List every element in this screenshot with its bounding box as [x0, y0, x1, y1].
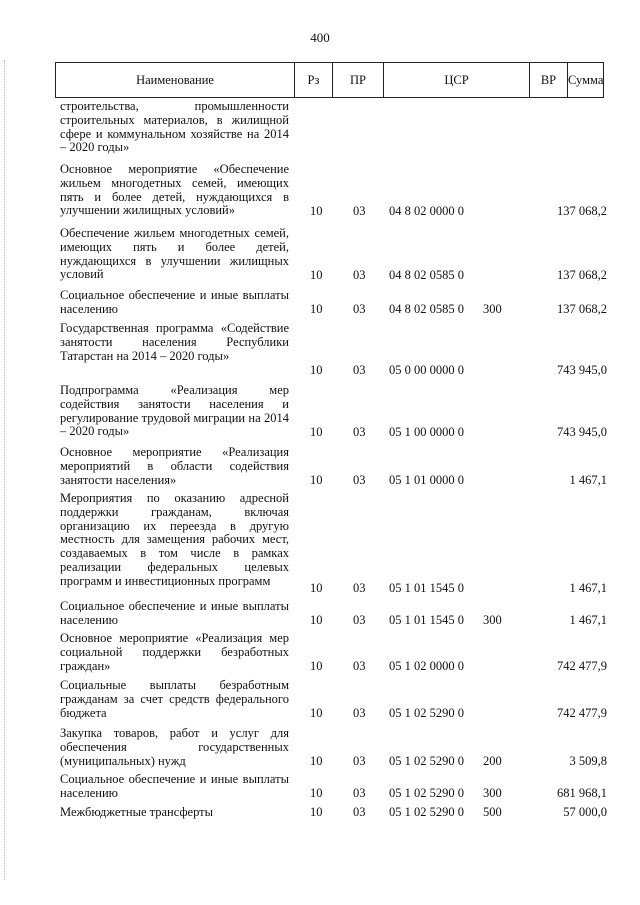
row-rz: 10 — [310, 659, 323, 674]
table-row — [60, 806, 607, 820]
row-sum: 742 477,9 — [557, 659, 607, 674]
row-csr: 04 8 02 0585 0 — [389, 302, 464, 317]
row-csr: 05 1 01 1545 0 — [389, 581, 464, 596]
table-row — [60, 322, 607, 378]
row-pr: 03 — [353, 363, 366, 378]
row-csr: 04 8 02 0000 0 — [389, 204, 464, 219]
row-rz: 10 — [310, 754, 323, 769]
row-csr: 05 1 01 0000 0 — [389, 473, 464, 488]
row-name: Обеспечение жильем многодетных семей, имеющих пять и более детей, нуждающихся в улучшении жилищных условий — [60, 226, 289, 282]
table-row — [60, 679, 607, 721]
row-vr: 300 — [483, 613, 502, 628]
row-name: Социальное обеспечение и иные выплаты населению — [60, 288, 289, 316]
table-row — [60, 384, 607, 440]
table-row — [60, 227, 607, 283]
row-rz: 10 — [310, 268, 323, 283]
row-name: Мероприятия по оказанию адресной поддержки гражданам, включая организацию их переезда в другую местность для замещения рабочих мест, создаваемых в том числе в рамках реализации федеральных целевых программ и инвестиционных программ — [60, 491, 289, 588]
row-rz: 10 — [310, 805, 323, 820]
page-number: 400 — [310, 30, 330, 45]
row-rz: 10 — [310, 786, 323, 801]
header-csr: ЦСР — [384, 63, 530, 97]
table-row — [60, 446, 607, 488]
header-sum: Сумма — [568, 73, 604, 87]
row-sum: 742 477,9 — [557, 706, 607, 721]
header-rz: Рз — [295, 63, 333, 97]
row-vr: 500 — [483, 805, 502, 820]
table-row — [60, 600, 607, 628]
row-sum: 137 068,2 — [557, 204, 607, 219]
row-csr: 05 1 02 5290 0 — [389, 754, 464, 769]
row-name: Государственная программа «Содействие занятости населения Республики Татарстан на 2014 – 2020 годы» — [60, 321, 289, 363]
row-rz: 10 — [310, 204, 323, 219]
row-sum: 1 467,1 — [569, 581, 607, 596]
row-pr: 03 — [353, 786, 366, 801]
row-sum: 1 467,1 — [569, 473, 607, 488]
table-row — [60, 632, 607, 674]
row-vr: 200 — [483, 754, 502, 769]
table-row — [60, 727, 607, 769]
row-name: Основное мероприятие «Реализация мероприятий в области содействия занятости населения» — [60, 445, 289, 487]
row-vr: 300 — [483, 786, 502, 801]
row-pr: 03 — [353, 204, 366, 219]
row-name: Основное мероприятие «Обеспечение жильем многодетных семей, имеющих пять и более детей, нуждающихся в улучшении жилищных условий» — [60, 162, 289, 218]
row-pr: 03 — [353, 754, 366, 769]
row-pr: 03 — [353, 659, 366, 674]
row-name: Социальные выплаты безработным гражданам за счет средств федерального бюджета — [60, 678, 289, 720]
row-rz: 10 — [310, 425, 323, 440]
row-csr: 05 1 00 0000 0 — [389, 425, 464, 440]
header-name: Наименование — [56, 63, 295, 97]
row-csr: 05 1 02 5290 0 — [389, 706, 464, 721]
row-csr: 04 8 02 0585 0 — [389, 268, 464, 283]
row-pr: 03 — [353, 613, 366, 628]
row-sum: 3 509,8 — [569, 754, 607, 769]
row-rz: 10 — [310, 613, 323, 628]
row-csr: 05 1 01 1545 0 — [389, 613, 464, 628]
header-pr: ПР — [333, 63, 384, 97]
row-pr: 03 — [353, 425, 366, 440]
row-name: Основное мероприятие «Реализация мер социальной поддержки безработных граждан» — [60, 631, 289, 673]
row-rz: 10 — [310, 473, 323, 488]
row-rz: 10 — [310, 363, 323, 378]
row-pr: 03 — [353, 706, 366, 721]
row-rz: 10 — [310, 706, 323, 721]
header-vr: ВР — [530, 63, 568, 97]
row-sum: 1 467,1 — [569, 613, 607, 628]
table-row — [60, 163, 607, 219]
table-header — [55, 62, 604, 98]
table-row — [60, 492, 607, 596]
row-pr: 03 — [353, 302, 366, 317]
row-name: строительства, промышленности строительных материалов, в жилищной сфере и коммунальном хозяйстве на 2014 – 2020 годы» — [60, 99, 289, 155]
row-rz: 10 — [310, 581, 323, 596]
row-name: Социальное обеспечение и иные выплаты населению — [60, 772, 289, 800]
row-pr: 03 — [353, 581, 366, 596]
row-name: Закупка товаров, работ и услуг для обеспечения государственных (муниципальных) нужд — [60, 726, 289, 768]
row-rz: 10 — [310, 302, 323, 317]
table-row — [60, 773, 607, 801]
row-sum: 743 945,0 — [557, 363, 607, 378]
row-pr: 03 — [353, 473, 366, 488]
row-sum: 137 068,2 — [557, 302, 607, 317]
row-sum: 57 000,0 — [563, 805, 607, 820]
row-name: Подпрограмма «Реализация мер содействия занятости населения и регулирование трудовой миграции на 2014 – 2020 годы» — [60, 383, 289, 439]
row-vr: 300 — [483, 302, 502, 317]
row-csr: 05 1 02 5290 0 — [389, 786, 464, 801]
row-sum: 743 945,0 — [557, 425, 607, 440]
row-csr: 05 0 00 0000 0 — [389, 363, 464, 378]
row-pr: 03 — [353, 805, 366, 820]
table-row — [60, 289, 607, 317]
table-row — [60, 100, 607, 156]
row-name: Межбюджетные трансферты — [60, 805, 214, 819]
scan-margin — [4, 60, 6, 880]
row-pr: 03 — [353, 268, 366, 283]
row-csr: 05 1 02 0000 0 — [389, 659, 464, 674]
row-sum: 681 968,1 — [557, 786, 607, 801]
row-csr: 05 1 02 5290 0 — [389, 805, 464, 820]
row-name: Социальное обеспечение и иные выплаты населению — [60, 599, 289, 627]
row-sum: 137 068,2 — [557, 268, 607, 283]
